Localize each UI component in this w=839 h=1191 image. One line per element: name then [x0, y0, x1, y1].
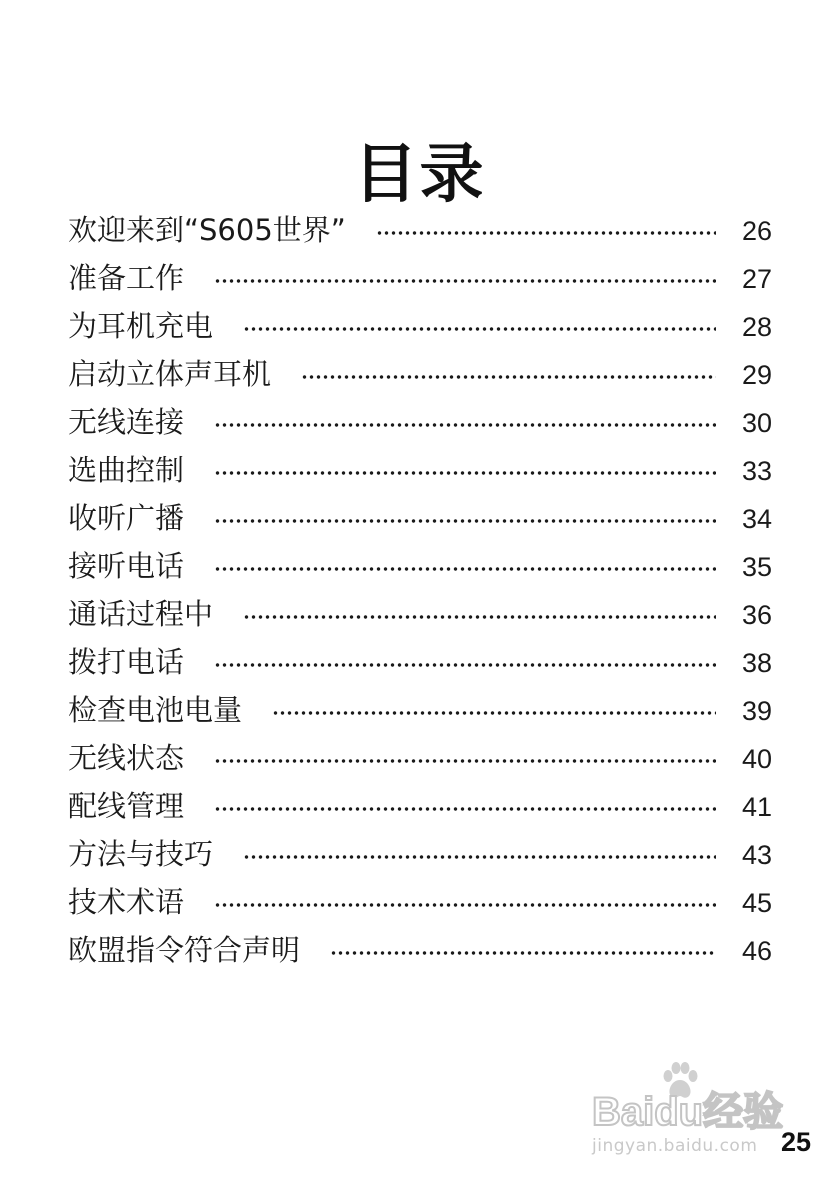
toc-entry[interactable]	[68, 350, 772, 398]
toc-entry[interactable]	[68, 494, 772, 542]
toc-entry-page: 33	[741, 456, 772, 486]
dot-leader	[243, 855, 716, 859]
toc-entry-title: 欧盟指令符合声明	[68, 933, 301, 967]
toc-entry-title: 选曲控制	[68, 453, 185, 487]
baidu-jingyan-watermark	[592, 1060, 792, 1160]
dot-leader	[330, 951, 716, 955]
dot-leader	[243, 327, 716, 331]
dot-leader	[214, 567, 716, 571]
toc-entry-page: 34	[741, 504, 772, 534]
toc-entry[interactable]	[68, 254, 772, 302]
toc-entry-title: 拨打电话	[68, 645, 185, 679]
toc-entry[interactable]	[68, 446, 772, 494]
toc-entry-page: 43	[741, 840, 772, 870]
toc-entry[interactable]	[68, 782, 772, 830]
page-number: 25	[780, 1127, 811, 1157]
dot-leader	[214, 903, 716, 907]
toc-entry-page: 29	[741, 360, 772, 390]
toc-entry-title: 收听广播	[68, 501, 185, 535]
dot-leader	[214, 759, 716, 763]
toc-entry[interactable]	[68, 878, 772, 926]
toc-entry-title: 无线连接	[68, 405, 185, 439]
toc-entry-page: 41	[741, 792, 772, 822]
page-title: 目录	[353, 137, 486, 212]
toc-entry[interactable]	[68, 734, 772, 782]
toc-entry[interactable]	[68, 398, 772, 446]
toc-entry-title: 方法与技巧	[68, 837, 214, 871]
toc-entry-title: 配线管理	[68, 789, 185, 823]
toc-entry[interactable]	[68, 926, 772, 974]
dot-leader	[301, 375, 716, 379]
toc-entry-title: 接听电话	[68, 549, 185, 583]
toc-entry[interactable]	[68, 638, 772, 686]
toc-entry[interactable]	[68, 830, 772, 878]
toc-entry-title: 为耳机充电	[68, 309, 214, 343]
toc-entry-title: 欢迎来到“S605世界”	[68, 213, 346, 247]
toc-entry-title: 启动立体声耳机	[68, 357, 272, 391]
toc-entry[interactable]	[68, 542, 772, 590]
toc-entry-page: 30	[741, 408, 772, 438]
toc-entry-title: 技术术语	[68, 885, 185, 919]
toc-entry-page: 28	[741, 312, 772, 342]
toc-entry-page: 46	[741, 936, 772, 966]
toc-entry[interactable]	[68, 206, 772, 254]
dot-leader	[214, 519, 716, 523]
toc-entry-page: 39	[741, 696, 772, 726]
toc-entry-title: 无线状态	[68, 741, 185, 775]
dot-leader	[272, 711, 716, 715]
watermark-url: jingyan.baidu.com	[592, 1136, 758, 1156]
toc-entry[interactable]	[68, 686, 772, 734]
toc-entry-page: 26	[741, 216, 772, 246]
toc-entry-page: 35	[741, 552, 772, 582]
watermark-logo: Baidu经验	[592, 1090, 784, 1134]
toc-entry-page: 27	[741, 264, 772, 294]
toc-entry-title: 通话过程中	[68, 597, 214, 631]
toc-entry[interactable]	[68, 302, 772, 350]
toc-entry-page: 36	[741, 600, 772, 630]
toc-entry-page: 45	[741, 888, 772, 918]
toc-entry-page: 38	[741, 648, 772, 678]
toc-entry[interactable]	[68, 590, 772, 638]
dot-leader	[243, 615, 716, 619]
toc-entry-page: 40	[741, 744, 772, 774]
dot-leader	[214, 471, 716, 475]
dot-leader	[214, 807, 716, 811]
toc-entry-title: 准备工作	[68, 261, 185, 295]
dot-leader	[214, 279, 716, 283]
dot-leader	[376, 231, 716, 235]
table-of-contents	[68, 206, 772, 974]
toc-entry-title: 检查电池电量	[68, 693, 243, 727]
dot-leader	[214, 423, 716, 427]
dot-leader	[214, 663, 716, 667]
